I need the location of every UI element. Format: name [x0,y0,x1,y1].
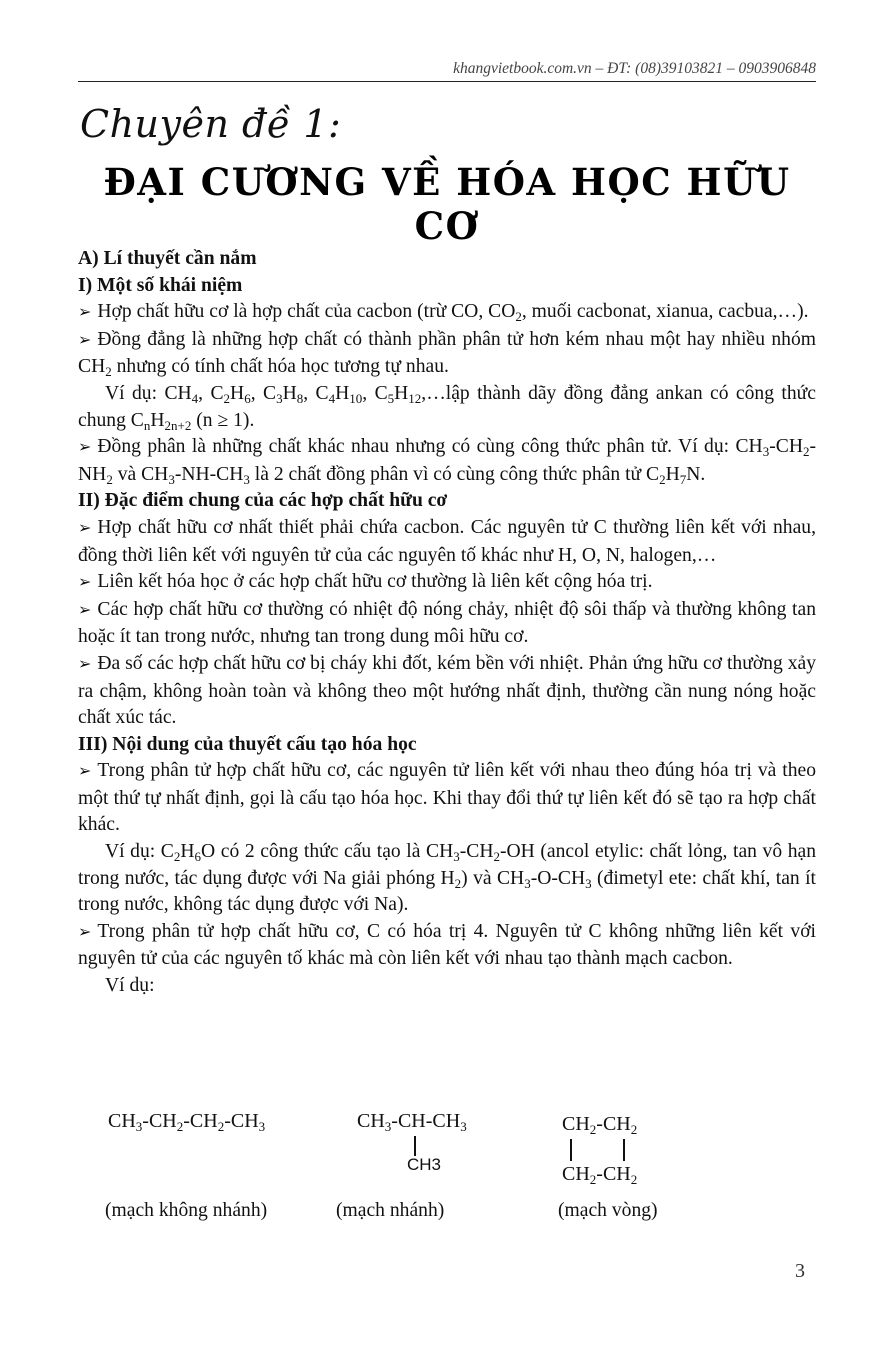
header-rule [78,81,816,82]
paragraph: Ví dụ: $CH_4$, $C_2H_6$, $C_3H_8$, $C_4H_{10}$, $C_5H_{12},\dots lập$ thành dãy đồng đẳng ankan có công thức chung $C_nH_{2n+2}$ (n ≥ 1). [78,382,816,433]
paragraph: ➢ Đồng phân là những chất khác nhau nhưng có cùng công thức phân tử. Ví dụ: $CH_3-CH_2-NH_2$ và $CH_3-NH-CH_3$ là 2 chất đồng phân vì có cùng công thức phân tử $C_2H_7N$. [78,436,816,487]
bullet-icon: ➢ [78,574,92,592]
paragraph: ➢ Đa số các hợp chất hữu cơ bị cháy khi đốt, kém bền với nhiệt. Phản ứng hữu cơ thường xảy ra chậm, không hoàn toàn và không theo một hướng nhất định, thường cần nung nóng hoặc chất xúc tác. [78,652,816,729]
paragraph: Ví dụ: [105,975,155,997]
section-ii-heading: II) Đặc điểm chung của các hợp chất hữu cơ [78,490,448,512]
paragraph: ➢ Hợp chất hữu cơ nhất thiết phải chứa cacbon. Các nguyên tử C thường liên kết với nhau, đồng thời liên kết với nguyên tử của các nguyên tố khác như H, O, N, halogen,… [78,516,816,566]
bullet-icon: ➢ [78,655,92,673]
paragraph: ➢ Đồng đẳng là những hợp chất có thành phần phân tử hơn kém nhau một hay nhiều nhóm $CH_2$ nhưng có tính chất hóa học tương tự nhau. [78,328,816,380]
bullet-icon: ➢ [78,304,92,322]
caption-straight-chain: (mạch không nhánh) [105,1200,268,1221]
bullet-icon: ➢ [78,763,92,781]
paragraph: Ví dụ: $C_2H_6O$ có 2 công thức cấu tạo là $CH_3-CH_2-OH$ (ancol etylic: chất lỏng, tan vô hạn trong nước, tác dụng được với Na giải phóng $H_2$) và $CH_3-O-CH_3$ (đimetyl ete: chất khí, tan ít trong nước, không tác dụng được với Na). [78,841,816,916]
page-number: 3 [795,1260,805,1282]
caption-ring: (mạch vòng) [558,1200,658,1221]
paragraph: ➢ Các hợp chất hữu cơ thường có nhiệt độ nóng chảy, nhiệt độ sôi thấp và thường không tan hoặc ít tan trong nước, nhưng tan trong dung môi hữu cơ. [78,598,816,648]
chapter-label: Chuyên đề 1: [80,102,342,146]
formula-straight-chain: $CH_3-CH_2-CH_2-CH_3$ [108,1110,266,1134]
bullet-icon: ➢ [78,601,92,619]
bullet-icon: ➢ [78,923,92,941]
bullet-icon: ➢ [78,439,92,457]
section-i-heading: I) Một số khái niệm [78,274,243,296]
paragraph: ➢ Liên kết hóa học ở các hợp chất hữu cơ thường là liên kết cộng hóa trị. [78,571,653,593]
ring-bond-left [570,1139,572,1161]
page-header: khangvietbook.com.vn – ĐT: (08)39103821 – 0903906848 [453,60,816,77]
section-iii-heading: III) Nội dung của thuyết cấu tạo hóa học [78,733,417,755]
ring-bond-right [623,1139,625,1161]
paragraph: ➢ Hợp chất hữu cơ là hợp chất của cacbon (trừ CO, $CO_2$, muối cacbonat, xianua, cacbua,…). [78,301,809,325]
section-a-heading: A) Lí thuyết cần nắm [78,248,257,269]
formula-ring-top: $CH_2-CH_2$ [562,1113,638,1137]
formula-ring-bottom: $CH_2-CH_2$ [562,1163,638,1187]
content [78,246,816,1000]
formula-branched-chain: $CH_3-CH-CH_3$ [357,1110,467,1134]
bullet-icon: ➢ [78,331,92,349]
bullet-icon: ➢ [78,519,92,537]
branch-ch3: CH3 [407,1155,442,1174]
paragraph: ➢ Trong phân tử hợp chất hữu cơ, C có hóa trị 4. Nguyên tử C không những liên kết với nguyên tử của các nguyên tố khác mà còn liên kết với nhau tạo thành mạch cacbon. [78,920,816,970]
branch-bond-line [414,1136,416,1156]
chapter-title: ĐẠI CƯƠNG VỀ HÓA HỌC HỮU CƠ [103,160,791,248]
paragraph: ➢ Trong phân tử hợp chất hữu cơ, các nguyên tử liên kết với nhau theo đúng hóa trị và theo một thứ tự nhất định, gọi là cấu tạo hóa học. Khi thay đổi thứ tự liên kết đó sẽ tạo ra hợp chất khác. [78,760,816,836]
caption-branched-chain: (mạch nhánh) [336,1200,445,1221]
